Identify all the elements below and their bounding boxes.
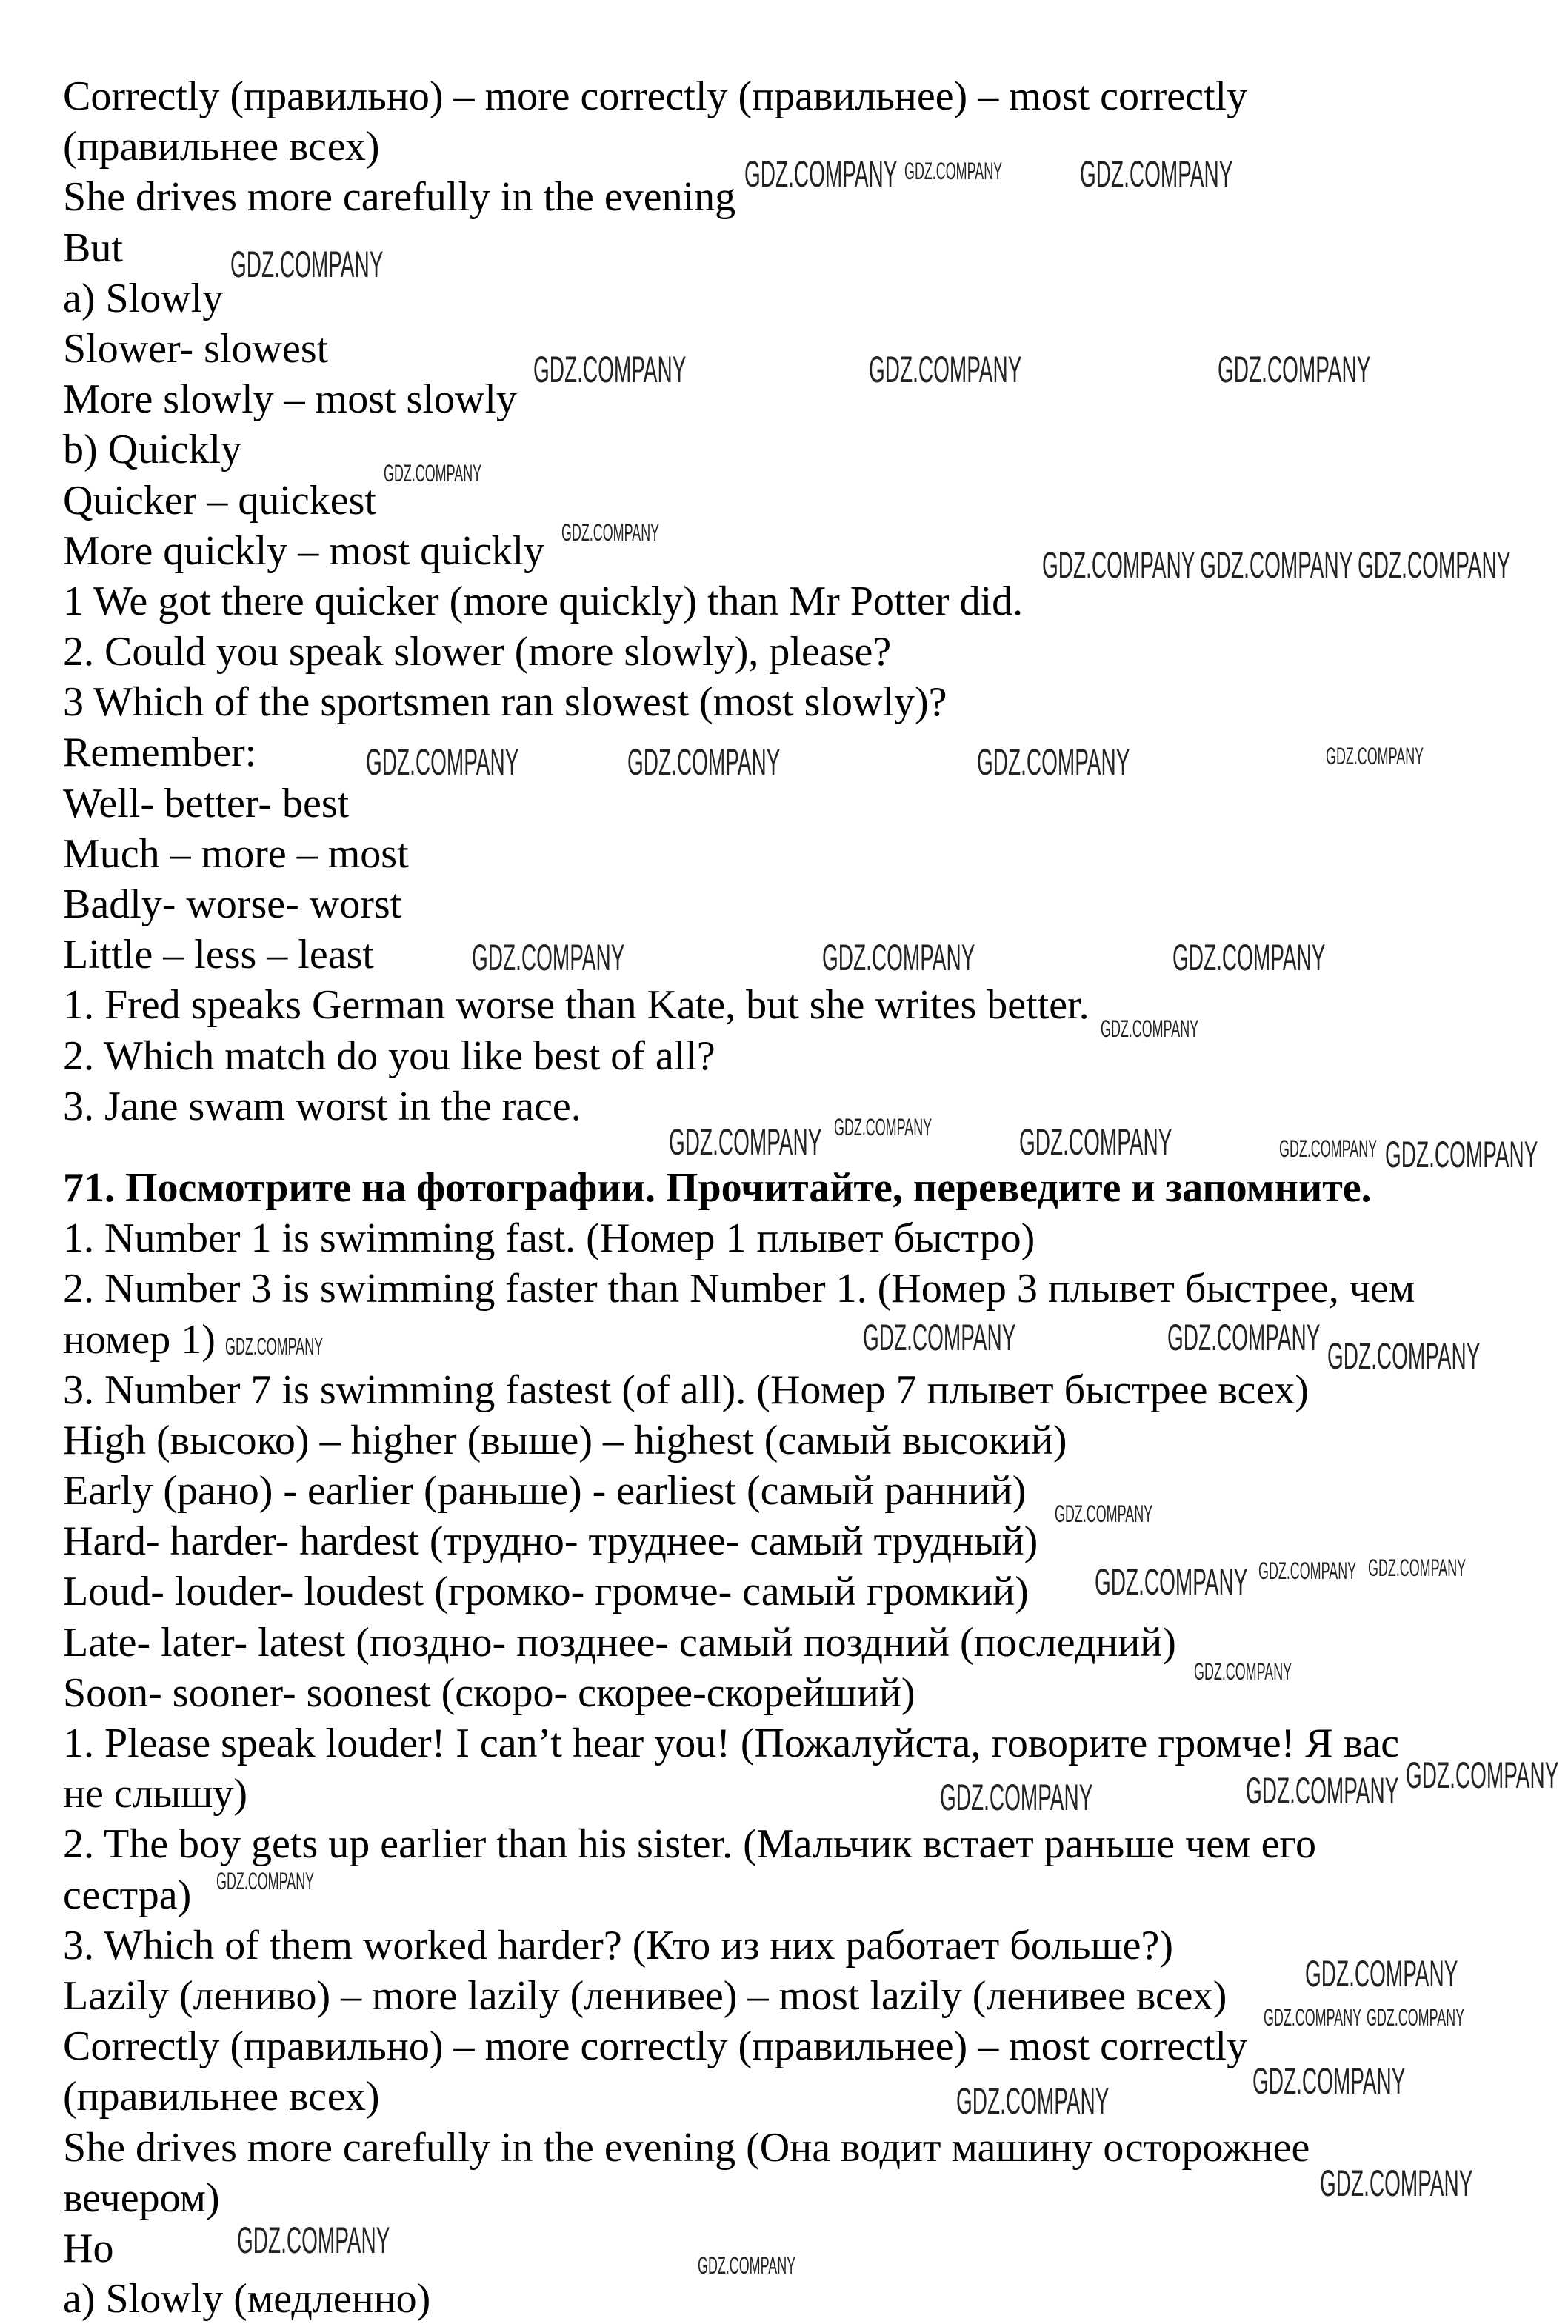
watermark: GDZ.COMPANY (904, 158, 1003, 184)
text-line: Lazily (лениво) – more lazily (ленивее) – most lazily (ленивее всех) (63, 1972, 1227, 2019)
text-line: She drives more carefully in the evening (Она водит машину осторожнее (63, 2124, 1310, 2171)
text-line: Soon- sooner- soonest (скоро- скорее-скорейший) (63, 1669, 915, 1716)
text-line: 2. Could you speak slower (more slowly), please? (63, 629, 892, 675)
watermark: GDZ.COMPANY (561, 519, 660, 546)
watermark: GDZ.COMPANY (940, 1777, 1093, 1818)
watermark: GDZ.COMPANY (1095, 1561, 1248, 1603)
text-line: Slower- slowest (63, 325, 329, 372)
text-line: 1. Number 1 is swimming fast. (Номер 1 плывет быстро) (63, 1215, 1035, 1262)
text-line: Well- better- best (63, 780, 350, 827)
watermark: GDZ.COMPANY (1264, 2004, 1362, 2031)
text-line: 2. Which match do you like best of all? (63, 1032, 715, 1079)
watermark: GDZ.COMPANY (237, 2220, 390, 2261)
text-line: 1. Please speak louder! I can’t hear you! (Пожалуйста, говорите громче! Я вас (63, 1720, 1400, 1766)
watermark: GDZ.COMPANY (472, 937, 625, 978)
text-line: номер 1) (63, 1316, 216, 1363)
text-line: Correctly (правильно) – more correctly (правильнее) – most correctly (63, 2023, 1248, 2070)
watermark: GDZ.COMPANY (1246, 1770, 1399, 1812)
watermark: GDZ.COMPANY (384, 460, 482, 487)
watermark: GDZ.COMPANY (216, 1868, 315, 1894)
watermark: GDZ.COMPANY (1326, 743, 1424, 769)
text-line: More quickly – most quickly (63, 527, 545, 574)
text-line: 1. Fred speaks German worse than Kate, but she writes better. (63, 982, 1090, 1029)
text-line: (правильнее всех) (63, 124, 380, 170)
text-line: b) Quickly (63, 427, 242, 473)
watermark: GDZ.COMPANY (698, 2252, 796, 2279)
text-line: 3. Number 7 is swimming fastest (of all). (Номер 7 плывет быстрее всех) (63, 1366, 1309, 1413)
text-line: не слышу) (63, 1771, 248, 1817)
text-line: More slowly – most slowly (63, 376, 517, 423)
watermark: GDZ.COMPANY (1200, 544, 1353, 586)
watermark: GDZ.COMPANY (1358, 544, 1511, 586)
watermark: GDZ.COMPANY (1279, 1135, 1378, 1162)
watermark: GDZ.COMPANY (533, 349, 687, 390)
section-exercise-71 (63, 1213, 1529, 2324)
watermark: GDZ.COMPANY (1019, 1121, 1172, 1163)
watermark: GDZ.COMPANY (863, 1317, 1016, 1358)
watermark: GDZ.COMPANY (627, 741, 781, 783)
text-line: сестра) (63, 1871, 192, 1918)
watermark: GDZ.COMPANY (1327, 1335, 1481, 1377)
text-line: 2. The boy gets up earlier than his sister. (Мальчик встает раньше чем его (63, 1821, 1317, 1868)
text-line: 3. Jane swam worst in the race. (63, 1083, 581, 1129)
text-line: Early (рано) - earlier (раньше) - earliest (самый ранний) (63, 1468, 1027, 1515)
text-line: Little – less – least (63, 932, 374, 978)
watermark: GDZ.COMPANY (1218, 349, 1371, 390)
text-line: Much – more – most (63, 830, 409, 877)
watermark: GDZ.COMPANY (744, 153, 898, 195)
document-body (63, 71, 1529, 2324)
watermark: GDZ.COMPANY (1320, 2163, 1473, 2204)
watermark: GDZ.COMPANY (1101, 1015, 1199, 1042)
text-line: Loud- louder- loudest (громко- громче- самый громкий) (63, 1569, 1029, 1615)
text-line: (правильнее всех) (63, 2074, 380, 2120)
watermark: GDZ.COMPANY (822, 937, 975, 978)
text-line: 2. Number 3 is swimming faster than Number 1. (Номер 3 плывет быстрее, чем (63, 1266, 1415, 1312)
text-line: But (63, 224, 123, 271)
exercise-71-heading: 71. Посмотрите на фотографии. Прочитайте, переведите и запомните. (63, 1164, 1372, 1211)
text-line: 3 Which of the sportsmen ran slowest (most slowly)? (63, 679, 947, 726)
watermark: GDZ.COMPANY (1258, 1557, 1357, 1584)
watermark: GDZ.COMPANY (225, 1333, 324, 1360)
text-line: 3. Which of them worked harder? (Кто из них работает больше?) (63, 1922, 1173, 1969)
watermark: GDZ.COMPANY (1194, 1658, 1292, 1685)
watermark: GDZ.COMPANY (669, 1121, 822, 1163)
watermark: GDZ.COMPANY (1305, 1953, 1458, 1994)
text-line: Correctly (правильно) – more correctly (правильнее) – most correctly (63, 73, 1248, 119)
watermark: GDZ.COMPANY (366, 741, 519, 783)
text-line: Hard- harder- hardest (трудно- труднее- самый трудный) (63, 1518, 1038, 1565)
text-line: Badly- worse- worst (63, 881, 402, 927)
text-line: a) Slowly (медленно) (63, 2276, 431, 2323)
text-line: She drives more carefully in the evening (63, 174, 736, 221)
watermark: GDZ.COMPANY (869, 349, 1022, 390)
text-line: a) Slowly (63, 275, 224, 321)
watermark: GDZ.COMPANY (956, 2080, 1110, 2122)
text-line: Но (63, 2225, 114, 2271)
watermark: GDZ.COMPANY (1385, 1134, 1538, 1175)
watermark: GDZ.COMPANY (1080, 153, 1233, 195)
text-line: 1 We got there quicker (more quickly) than Mr Potter did. (63, 578, 1024, 624)
watermark: GDZ.COMPANY (1367, 2004, 1465, 2031)
watermark: GDZ.COMPANY (1406, 1754, 1559, 1796)
watermark: GDZ.COMPANY (230, 244, 384, 285)
watermark: GDZ.COMPANY (977, 741, 1130, 783)
text-line: Remember: (63, 729, 257, 776)
section-adverbs-comparison (63, 71, 1529, 1132)
watermark: GDZ.COMPANY (1252, 2060, 1406, 2102)
watermark: GDZ.COMPANY (834, 1114, 933, 1141)
watermark: GDZ.COMPANY (1042, 544, 1195, 586)
watermark: GDZ.COMPANY (1167, 1317, 1321, 1358)
text-line: Late- later- latest (поздно- позднее- самый поздний (последний) (63, 1619, 1176, 1666)
text-line: High (высоко) – higher (выше) – highest (самый высокий) (63, 1417, 1067, 1463)
watermark: GDZ.COMPANY (1368, 1555, 1467, 1581)
watermark: GDZ.COMPANY (1055, 1500, 1153, 1527)
text-line: вечером) (63, 2174, 220, 2221)
watermark: GDZ.COMPANY (1172, 937, 1326, 978)
text-line: Quicker – quickest (63, 477, 376, 524)
